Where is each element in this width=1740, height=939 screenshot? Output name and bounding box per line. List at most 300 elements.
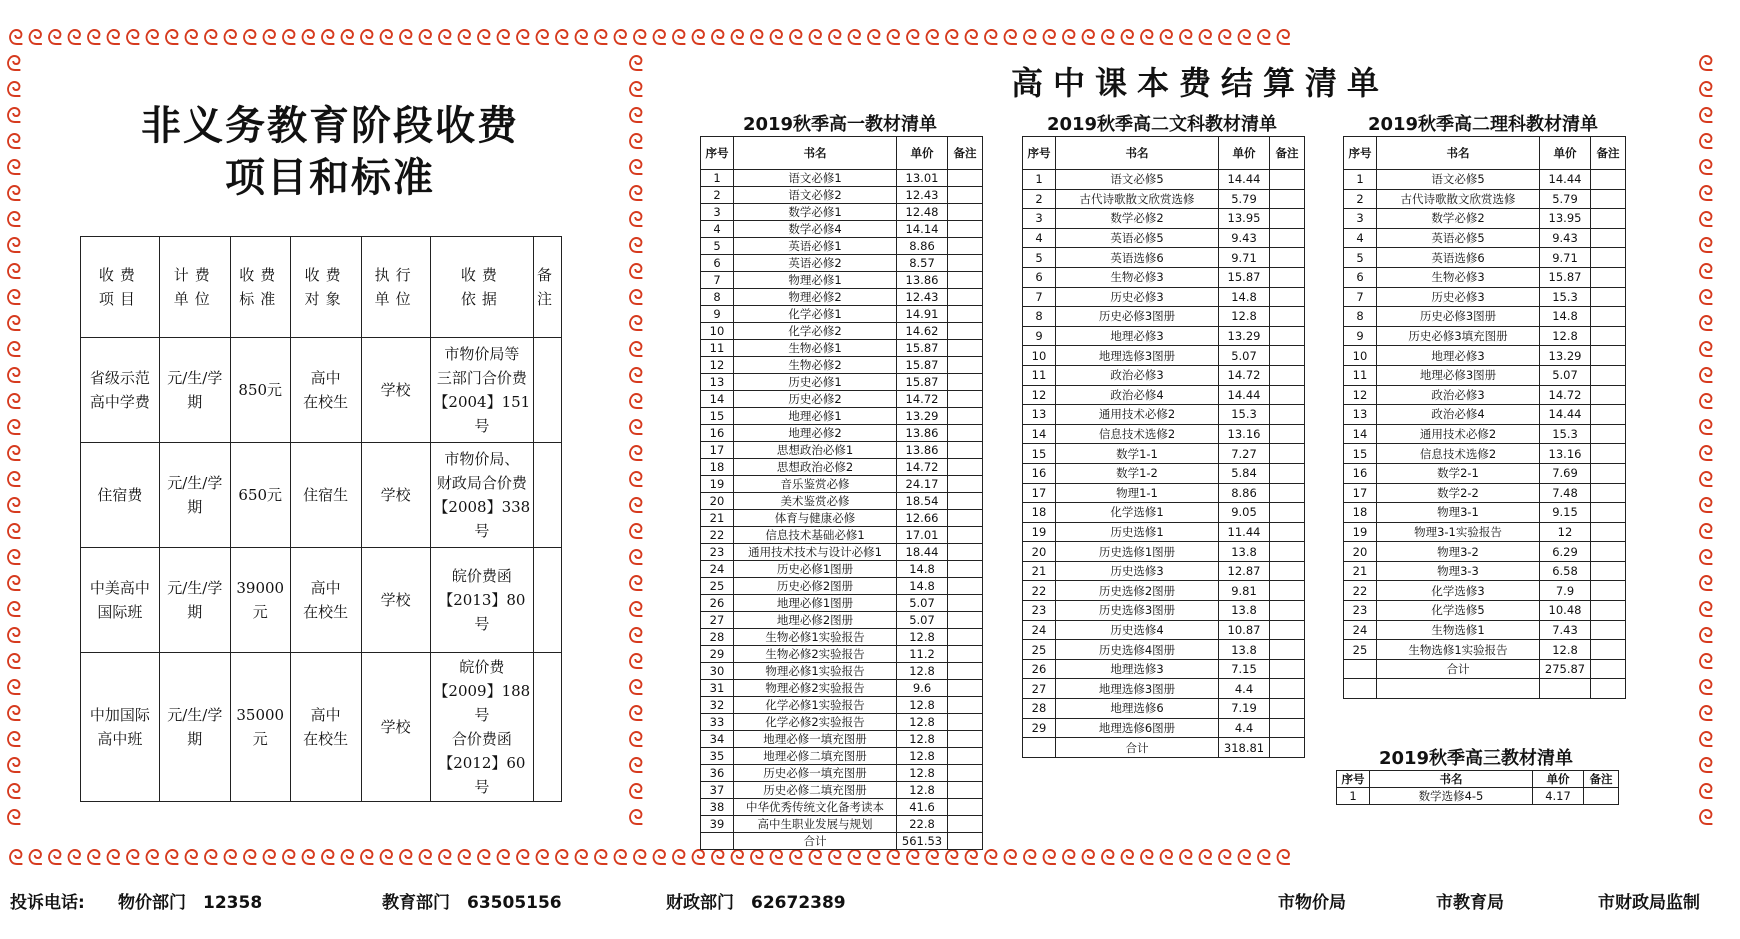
- textbook-total-row: [1344, 659, 1626, 679]
- textbook-cell-name: 物理必修2: [734, 289, 897, 306]
- textbook-cell-price: 9.6: [897, 680, 948, 697]
- textbook-cell-no: 7: [701, 272, 734, 289]
- textbook-cell-price: 5.07: [1540, 365, 1591, 385]
- scroll-ornament-icon: ᘓ: [628, 234, 644, 259]
- textbook-cell-name: 生物必修3: [1056, 267, 1219, 287]
- textbook-row: [1344, 405, 1626, 425]
- scroll-ornament-icon: ᘓ: [203, 28, 219, 50]
- textbook-cell-note: [1270, 503, 1305, 523]
- textbook-cell-name: 历史必修1图册: [734, 561, 897, 578]
- textbook-cell-price: 12.66: [897, 510, 948, 527]
- textbook-cell-note: [948, 731, 983, 748]
- scroll-ornament-icon: ᘓ: [1698, 78, 1714, 103]
- textbook-row: [701, 612, 983, 629]
- textbook-cell-price: 41.6: [897, 799, 948, 816]
- textbook-header-no: 序号: [1344, 137, 1377, 170]
- textbook-cell-note: [948, 357, 983, 374]
- textbook-cell-note: [1270, 228, 1305, 248]
- textbook-cell-no: 35: [701, 748, 734, 765]
- textbook-cell-name: 化学选修5: [1377, 601, 1540, 621]
- textbook-total-value: 561.53: [897, 833, 948, 850]
- textbook-cell-no: 25: [701, 578, 734, 595]
- fee-header-text: 收费: [239, 266, 282, 284]
- textbook-cell-no: 14: [1023, 424, 1056, 444]
- textbook-cell-name: 英语选修6: [1056, 248, 1219, 268]
- textbook-cell-name: 地理必修2图册: [734, 612, 897, 629]
- textbook-cell-name: 历史必修1: [734, 374, 897, 391]
- fee-cell-text: 在校生: [303, 393, 349, 411]
- textbook-cell-note: [1591, 503, 1626, 523]
- scroll-ornament-icon: ᘓ: [866, 848, 882, 870]
- scroll-ornament-icon: ᘓ: [710, 848, 726, 870]
- textbook-row: [701, 527, 983, 544]
- scroll-ornament-icon: ᘓ: [1698, 728, 1714, 753]
- scroll-ornament-icon: ᘓ: [924, 848, 940, 870]
- scroll-ornament-icon: ᘓ: [1217, 28, 1233, 50]
- scroll-ornament-icon: ᘓ: [222, 848, 238, 870]
- textbook-cell-price: 14.14: [897, 221, 948, 238]
- scroll-ornament-icon: ᘓ: [476, 28, 492, 50]
- textbook-cell-note: [1591, 248, 1626, 268]
- textbook-cell-name: 美术鉴赏必修: [734, 493, 897, 510]
- textbook-cell-price: 11.44: [1219, 522, 1270, 542]
- fee-cell-text: 市物价局、: [444, 450, 520, 468]
- textbook-cell-price: 15.87: [897, 340, 948, 357]
- fee-cell-text: 皖价费: [459, 658, 505, 676]
- textbook-row: [701, 782, 983, 799]
- scroll-ornament-icon: ᘓ: [6, 312, 22, 337]
- scroll-ornament-icon: ᘓ: [300, 28, 316, 50]
- textbook-cell-no: 3: [701, 204, 734, 221]
- textbook-row: [1023, 326, 1305, 346]
- textbook-row: [1337, 788, 1619, 805]
- textbook-cell-note: [1591, 444, 1626, 464]
- scroll-ornament-icon: ᘓ: [690, 848, 706, 870]
- scroll-ornament-icon: ᘓ: [944, 848, 960, 870]
- scroll-ornament-icon: ᘓ: [359, 848, 375, 870]
- scroll-ornament-icon: ᘓ: [66, 848, 82, 870]
- textbook-cell-no: 20: [701, 493, 734, 510]
- scroll-ornament-icon: ᘓ: [1698, 494, 1714, 519]
- textbook-total-label: 合计: [1377, 659, 1540, 679]
- textbook-cell-no: 26: [701, 595, 734, 612]
- scroll-ornament-icon: ᘓ: [6, 546, 22, 571]
- fee-table-row: [81, 443, 562, 548]
- textbook-cell-price: 15.87: [897, 374, 948, 391]
- scroll-ornament-icon: ᘓ: [1061, 28, 1077, 50]
- textbook-cell-price: 14.8: [1540, 307, 1591, 327]
- textbook-cell-no: 2: [701, 187, 734, 204]
- fee-cell-item: [81, 443, 160, 548]
- textbook-cell-name: 音乐鉴赏必修: [734, 476, 897, 493]
- textbook-cell-name: 中华优秀传统文化备考读本: [734, 799, 897, 816]
- fee-header-cell: [361, 237, 430, 338]
- scroll-ornament-icon: ᘓ: [573, 28, 589, 50]
- fee-cell-text: 国际班: [97, 603, 143, 621]
- scroll-ornament-icon: ᘓ: [476, 848, 492, 870]
- scroll-ornament-icon: ᘓ: [554, 28, 570, 50]
- textbook-cell-name: 化学选修3: [1377, 581, 1540, 601]
- textbook-row: [1344, 170, 1626, 190]
- scroll-ornament-icon: ᘓ: [628, 286, 644, 311]
- textbook-cell-name: 地理选修3图册: [1056, 346, 1219, 366]
- scroll-ornament-icon: ᘓ: [1178, 28, 1194, 50]
- textbook-cell-no: 1: [1337, 788, 1370, 805]
- textbook-cell-no: 15: [1344, 444, 1377, 464]
- scroll-ornament-icon: ᘓ: [1275, 28, 1291, 50]
- textbook-row: [1344, 248, 1626, 268]
- textbook-cell-price: 13.95: [1219, 209, 1270, 229]
- scroll-ornament-icon: ᘓ: [1698, 468, 1714, 493]
- scroll-ornament-icon: ᘓ: [1256, 848, 1272, 870]
- textbook-cell-no: 39: [701, 816, 734, 833]
- fee-cell-text: 【2012】60号: [438, 754, 526, 796]
- scroll-ornament-icon: ᘓ: [6, 520, 22, 545]
- textbook-total-label: 合计: [1056, 738, 1219, 758]
- textbook-cell-note: [1270, 659, 1305, 679]
- textbook-cell-name: 历史必修3图册: [1377, 307, 1540, 327]
- scroll-ornament-icon: ᘓ: [144, 848, 160, 870]
- scroll-ornament-icon: ᘓ: [1158, 28, 1174, 50]
- textbook-header-note: 备注: [1270, 137, 1305, 170]
- scroll-ornament-icon: ᘓ: [632, 848, 648, 870]
- textbook-cell-note: [1270, 581, 1305, 601]
- textbook-row: [1023, 209, 1305, 229]
- textbook-cell-price: 18.44: [897, 544, 948, 561]
- textbook-cell-no: 33: [701, 714, 734, 731]
- fee-cell-note: [534, 443, 562, 548]
- textbook-header-no: 序号: [701, 137, 734, 170]
- textbook-cell-name: 英语必修5: [1377, 228, 1540, 248]
- textbook-blank-cell: [1344, 679, 1377, 699]
- textbook-cell-note: [948, 323, 983, 340]
- textbook-cell-no: 16: [701, 425, 734, 442]
- textbook-cell-price: 12.43: [897, 187, 948, 204]
- textbook-cell-name: 历史必修2: [734, 391, 897, 408]
- scroll-ornament-icon: ᘓ: [628, 182, 644, 207]
- issuer-education-bureau: 市教育局: [1436, 893, 1504, 913]
- scroll-ornament-icon: ᘓ: [6, 78, 22, 103]
- textbook-cell-no: 3: [1023, 209, 1056, 229]
- textbook-cell-price: 8.57: [897, 255, 948, 272]
- textbook-row: [1023, 248, 1305, 268]
- scroll-ornament-icon: ᘓ: [359, 28, 375, 50]
- fee-header-text: 标准: [239, 290, 282, 308]
- textbook-row: [1344, 444, 1626, 464]
- decorative-border-left: [6, 54, 22, 846]
- scroll-ornament-icon: ᘓ: [671, 28, 687, 50]
- scroll-ornament-icon: ᘓ: [6, 468, 22, 493]
- textbook-cell-price: 13.95: [1540, 209, 1591, 229]
- textbook-cell-name: 地理必修3图册: [1377, 365, 1540, 385]
- scroll-ornament-icon: ᘓ: [1698, 338, 1714, 363]
- textbook-row: [701, 510, 983, 527]
- scroll-ornament-icon: ᘓ: [6, 338, 22, 363]
- textbook-cell-no: 13: [701, 374, 734, 391]
- scroll-ornament-icon: ᘓ: [885, 28, 901, 50]
- scroll-ornament-icon: ᘓ: [1139, 28, 1155, 50]
- textbook-cell-note: [1591, 620, 1626, 640]
- fee-header-text: 注: [536, 290, 558, 308]
- scroll-ornament-icon: ᘓ: [183, 848, 199, 870]
- textbook-row: [1344, 503, 1626, 523]
- fee-header-cell: [159, 237, 230, 338]
- textbook-cell-note: [948, 391, 983, 408]
- textbook-cell-no: 15: [1023, 444, 1056, 464]
- scroll-ornament-icon: ᘓ: [261, 848, 277, 870]
- textbook-row: [1023, 659, 1305, 679]
- scroll-ornament-icon: ᘓ: [105, 848, 121, 870]
- scroll-ornament-icon: ᘓ: [846, 28, 862, 50]
- fee-title-line1: 非义务教育阶段收费: [141, 103, 519, 149]
- textbook-cell-no: 1: [701, 170, 734, 187]
- fee-header-cell: [230, 237, 290, 338]
- scroll-ornament-icon: ᘓ: [6, 364, 22, 389]
- scroll-ornament-icon: ᘓ: [1698, 182, 1714, 207]
- textbook-cell-name: 数学选修4-5: [1370, 788, 1533, 805]
- textbook-row: [701, 748, 983, 765]
- scroll-ornament-icon: ᘓ: [437, 848, 453, 870]
- scroll-ornament-icon: ᘓ: [1178, 848, 1194, 870]
- scroll-ornament-icon: ᘓ: [300, 848, 316, 870]
- textbook-row: [701, 731, 983, 748]
- textbook-cell-note: [948, 306, 983, 323]
- textbook-cell-no: 37: [701, 782, 734, 799]
- scroll-ornament-icon: ᘓ: [1197, 28, 1213, 50]
- textbook-cell-note: [1591, 326, 1626, 346]
- textbook-cell-note: [948, 578, 983, 595]
- textbook-header-row: [1023, 137, 1305, 170]
- textbook-cell-no: 22: [701, 527, 734, 544]
- scroll-ornament-icon: ᘓ: [628, 650, 644, 675]
- scroll-ornament-icon: ᘓ: [281, 28, 297, 50]
- textbook-cell-name: 地理必修二填充图册: [734, 748, 897, 765]
- textbook-cell-name: 物理3-1实验报告: [1377, 522, 1540, 542]
- textbook-cell-name: 通用技术必修2: [1056, 405, 1219, 425]
- textbook-row: [1344, 326, 1626, 346]
- fee-cell-unit: 元/生/学期: [159, 338, 230, 443]
- textbook-cell-no: 13: [1023, 405, 1056, 425]
- textbook-cell-name: 化学必修2实验报告: [734, 714, 897, 731]
- scroll-ornament-icon: ᘓ: [729, 848, 745, 870]
- textbook-cell-note: [948, 714, 983, 731]
- scroll-ornament-icon: ᘓ: [6, 442, 22, 467]
- textbook-list-title: 2019秋季高一教材清单: [742, 114, 938, 135]
- textbook-row: [1344, 189, 1626, 209]
- textbook-row: [701, 493, 983, 510]
- fee-cell-standard: 850元: [230, 338, 290, 443]
- scroll-ornament-icon: ᘓ: [320, 28, 336, 50]
- scroll-ornament-icon: ᘓ: [456, 848, 472, 870]
- scroll-ornament-icon: ᘓ: [47, 848, 63, 870]
- textbook-cell-price: 12.8: [897, 714, 948, 731]
- textbook-cell-no: 23: [701, 544, 734, 561]
- textbook-row: [701, 391, 983, 408]
- scroll-ornament-icon: ᘓ: [6, 572, 22, 597]
- scroll-ornament-icon: ᘓ: [1217, 848, 1233, 870]
- fee-header-text: 备: [536, 266, 558, 284]
- scroll-ornament-icon: ᘓ: [66, 28, 82, 50]
- scroll-ornament-icon: ᘓ: [222, 28, 238, 50]
- textbook-cell-name: 地理选修6: [1056, 699, 1219, 719]
- textbook-cell-name: 语文必修1: [734, 170, 897, 187]
- complaint-phone-pricing: 物价部门 12358: [118, 893, 263, 913]
- scroll-ornament-icon: ᘓ: [963, 848, 979, 870]
- scroll-ornament-icon: ᘓ: [1080, 28, 1096, 50]
- textbook-row: [1023, 640, 1305, 660]
- textbook-row: [701, 374, 983, 391]
- scroll-ornament-icon: ᘓ: [6, 156, 22, 181]
- textbook-cell-no: 4: [701, 221, 734, 238]
- textbook-cell-no: 6: [1344, 267, 1377, 287]
- textbook-cell-price: 12.8: [1540, 326, 1591, 346]
- scroll-ornament-icon: ᘓ: [6, 728, 22, 753]
- scroll-ornament-icon: ᘓ: [398, 848, 414, 870]
- fee-header-cell: [290, 237, 361, 338]
- scroll-ornament-icon: ᘓ: [515, 28, 531, 50]
- scroll-ornament-icon: ᘓ: [1002, 848, 1018, 870]
- textbook-cell-price: 12.8: [897, 663, 948, 680]
- textbook-cell-name: 地理必修1图册: [734, 595, 897, 612]
- scroll-ornament-icon: ᘓ: [203, 848, 219, 870]
- textbook-row: [701, 170, 983, 187]
- textbook-cell-name: 地理选修3图册: [1056, 679, 1219, 699]
- textbook-cell-name: 历史选修1图册: [1056, 542, 1219, 562]
- fee-header-cell: [534, 237, 562, 338]
- textbook-cell-price: 13.29: [1219, 326, 1270, 346]
- scroll-ornament-icon: ᘓ: [1698, 598, 1714, 623]
- textbook-cell-note: [1591, 483, 1626, 503]
- fee-header-text: 项目: [98, 290, 141, 308]
- textbook-cell-no: 17: [1023, 483, 1056, 503]
- textbook-row: [701, 459, 983, 476]
- scroll-ornament-icon: ᘓ: [1698, 364, 1714, 389]
- textbook-cell-name: 地理选修6图册: [1056, 718, 1219, 738]
- textbook-cell-no: 9: [1023, 326, 1056, 346]
- scroll-ornament-icon: ᘓ: [1698, 676, 1714, 701]
- fee-cell-text: 【2013】80号: [438, 591, 526, 633]
- textbook-cell-note: [1591, 189, 1626, 209]
- textbook-row: [1344, 307, 1626, 327]
- scroll-ornament-icon: ᘓ: [1158, 848, 1174, 870]
- textbook-blank-cell: [1540, 679, 1591, 699]
- textbook-row: [701, 425, 983, 442]
- textbook-cell-name: 历史选修2图册: [1056, 581, 1219, 601]
- textbook-cell-no: 20: [1344, 542, 1377, 562]
- textbook-cell-no: 19: [1023, 522, 1056, 542]
- textbook-row: [1023, 424, 1305, 444]
- textbook-cell-no: 9: [701, 306, 734, 323]
- textbook-cell-no: 5: [1344, 248, 1377, 268]
- scroll-ornament-icon: ᘓ: [1197, 848, 1213, 870]
- scroll-ornament-icon: ᘓ: [628, 416, 644, 441]
- fee-cell-text: 住宿费: [97, 486, 143, 504]
- scroll-ornament-icon: ᘓ: [6, 676, 22, 701]
- textbook-cell-price: 13.29: [897, 408, 948, 425]
- textbook-cell-no: 21: [701, 510, 734, 527]
- textbook-row: [1023, 561, 1305, 581]
- textbook-row: [701, 697, 983, 714]
- scroll-ornament-icon: ᘓ: [1061, 848, 1077, 870]
- textbook-cell-price: 12.8: [897, 782, 948, 799]
- textbook-cell-name: 思想政治必修2: [734, 459, 897, 476]
- textbook-cell-price: 7.15: [1219, 659, 1270, 679]
- textbook-cell-note: [948, 238, 983, 255]
- textbook-cell-name: 古代诗歌散文欣赏选修: [1056, 189, 1219, 209]
- fee-cell-basis: [430, 443, 533, 548]
- textbook-cell-price: 8.86: [897, 238, 948, 255]
- textbook-header-name: 书名: [1370, 771, 1533, 788]
- fee-cell-exec: 学校: [361, 443, 430, 548]
- textbook-cell-price: 11.2: [897, 646, 948, 663]
- textbook-cell-no: 11: [701, 340, 734, 357]
- textbook-cell-note: [1270, 170, 1305, 190]
- textbook-total-note: [1270, 738, 1305, 758]
- textbook-cell-no: 7: [1023, 287, 1056, 307]
- scroll-ornament-icon: ᘓ: [905, 848, 921, 870]
- textbook-cell-price: 4.17: [1533, 788, 1584, 805]
- textbook-cell-note: [948, 289, 983, 306]
- fee-header-text: 收费: [98, 266, 141, 284]
- scroll-ornament-icon: ᘓ: [1698, 754, 1714, 779]
- textbook-row: [1344, 561, 1626, 581]
- textbook-cell-no: 32: [701, 697, 734, 714]
- textbook-cell-price: 14.44: [1219, 170, 1270, 190]
- textbook-header-price: 单价: [1533, 771, 1584, 788]
- textbook-cell-price: 12.8: [897, 748, 948, 765]
- scroll-ornament-icon: ᘓ: [628, 338, 644, 363]
- fee-cell-text: 高中: [310, 369, 341, 387]
- textbook-cell-note: [1270, 287, 1305, 307]
- scroll-ornament-icon: ᘓ: [6, 260, 22, 285]
- textbook-cell-note: [1591, 209, 1626, 229]
- textbook-header-no: 序号: [1023, 137, 1056, 170]
- textbook-cell-name: 英语必修5: [1056, 228, 1219, 248]
- textbook-row: [701, 765, 983, 782]
- textbook-cell-name: 数学必修4: [734, 221, 897, 238]
- textbook-cell-name: 历史选修4: [1056, 620, 1219, 640]
- scroll-ornament-icon: ᘓ: [8, 28, 24, 50]
- textbook-cell-note: [1270, 209, 1305, 229]
- textbook-cell-price: 10.48: [1540, 601, 1591, 621]
- textbook-cell-note: [948, 187, 983, 204]
- textbook-cell-note: [1270, 267, 1305, 287]
- textbook-cell-name: 通用技术必修2: [1377, 424, 1540, 444]
- textbook-cell-name: 数学1-1: [1056, 444, 1219, 464]
- textbook-cell-name: 生物必修2: [734, 357, 897, 374]
- textbook-cell-note: [1270, 385, 1305, 405]
- textbook-cell-price: 12.8: [897, 765, 948, 782]
- textbook-cell-price: 10.87: [1219, 620, 1270, 640]
- scroll-ornament-icon: ᘓ: [628, 468, 644, 493]
- textbook-row: [1023, 620, 1305, 640]
- textbook-cell-name: 历史必修一填充图册: [734, 765, 897, 782]
- fee-cell-text: 在校生: [303, 730, 349, 748]
- textbook-cell-name: 政治必修4: [1056, 385, 1219, 405]
- scroll-ornament-icon: ᘓ: [27, 28, 43, 50]
- textbook-cell-no: 8: [1344, 307, 1377, 327]
- scroll-ornament-icon: ᘓ: [1698, 416, 1714, 441]
- scroll-ornament-icon: ᘓ: [6, 130, 22, 155]
- textbook-row: [1023, 228, 1305, 248]
- textbook-row: [1344, 620, 1626, 640]
- textbook-cell-name: 英语必修1: [734, 238, 897, 255]
- textbook-cell-name: 通用技术技术与设计必修1: [734, 544, 897, 561]
- textbook-cell-note: [948, 425, 983, 442]
- fee-table-row: [81, 653, 562, 802]
- textbook-cell-note: [948, 340, 983, 357]
- fee-header-text: 收费: [304, 266, 347, 284]
